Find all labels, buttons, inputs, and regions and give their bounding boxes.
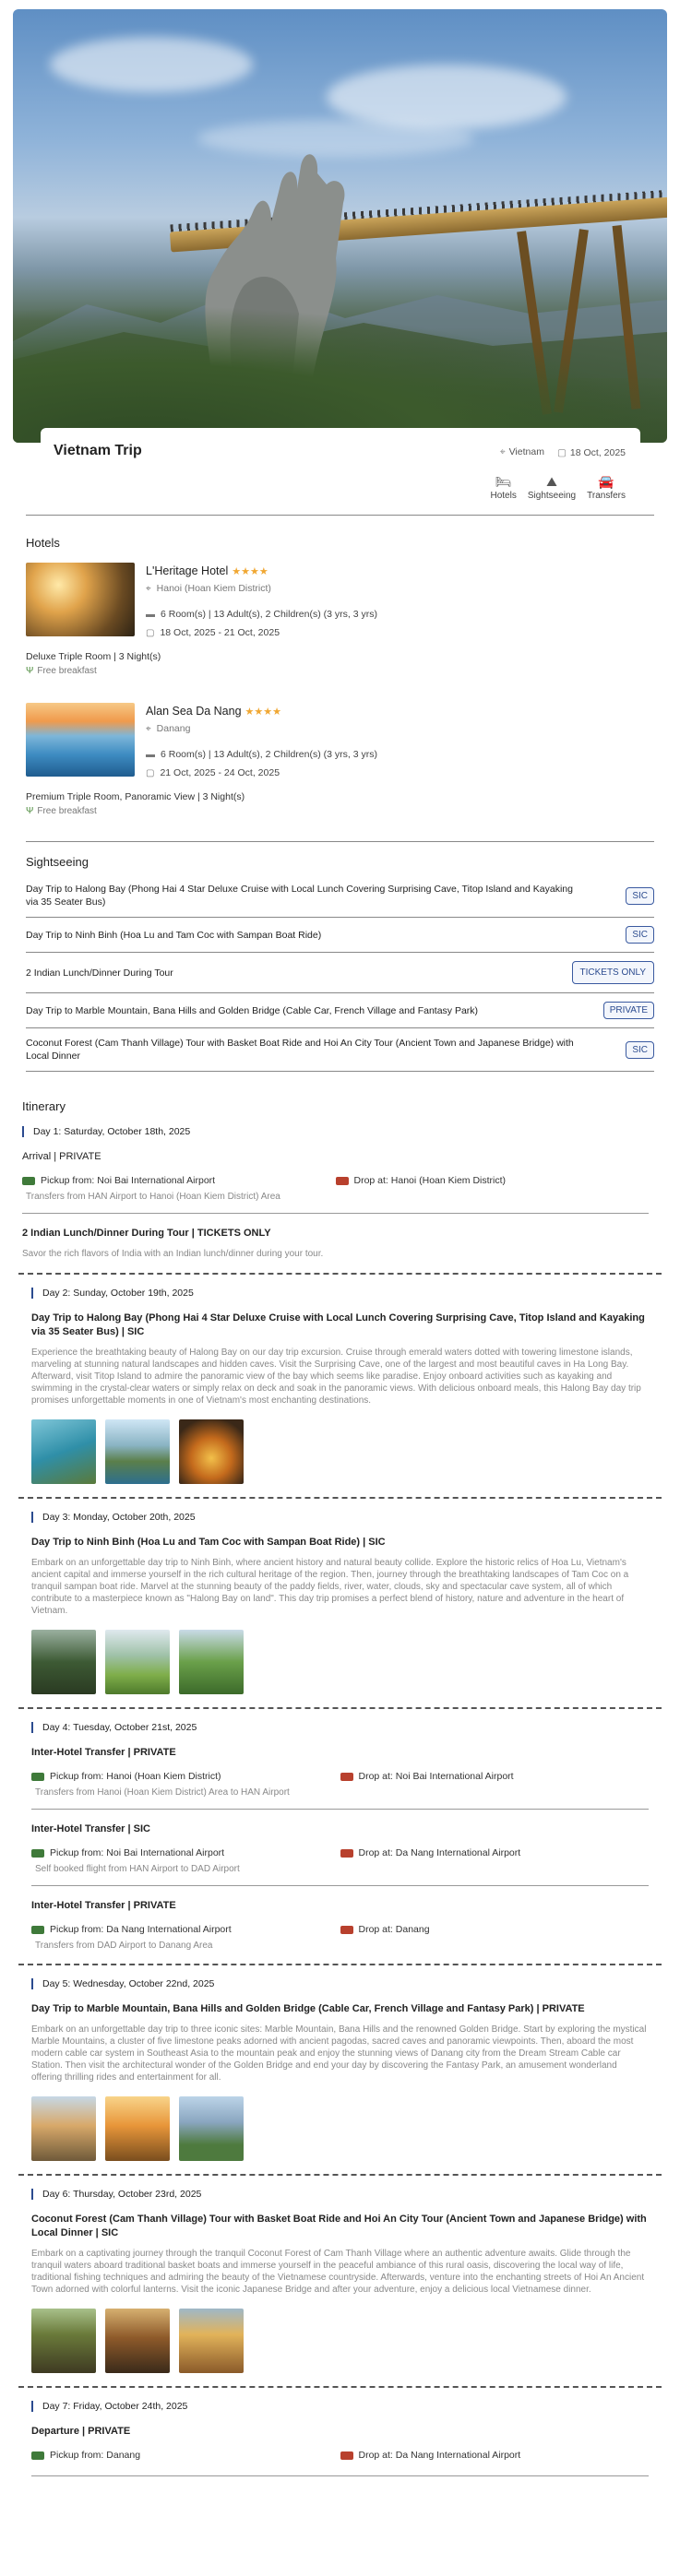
hotel-image bbox=[26, 703, 135, 777]
arrival-title: Arrival | PRIVATE bbox=[22, 1151, 101, 1162]
day-heading: Day 7: Friday, October 24th, 2025 bbox=[31, 2401, 649, 2412]
day-heading: Day 5: Wednesday, October 22nd, 2025 bbox=[31, 1978, 649, 1989]
trip-date: 18 Oct, 2025 bbox=[569, 446, 626, 458]
sightseeing-row bbox=[26, 1028, 654, 1072]
pickup-location: Pickup from: Noi Bai International Airport bbox=[50, 1847, 225, 1858]
map-pin-icon: ⌖ bbox=[499, 446, 506, 457]
activity-title: 2 Indian Lunch/Dinner During Tour | TICKETS ONLY bbox=[22, 1228, 271, 1239]
tab-hotels[interactable]: 🛏 Hotels bbox=[490, 474, 517, 501]
transfer-note: Transfers from HAN Airport to Hanoi (Hoan Kiem District) Area bbox=[26, 1192, 280, 1202]
divider bbox=[31, 2475, 649, 2476]
day-heading: Day 2: Sunday, October 19th, 2025 bbox=[31, 1288, 649, 1299]
trip-meta bbox=[500, 446, 626, 458]
hotel-name[interactable]: L'Heritage Hotel bbox=[146, 564, 229, 577]
activity-title: Coconut Forest (Cam Thanh Village) Tour with Basket Boat Ride and Hoi An City Tour (Ancient Town and Japanese Bridge) with Local Dinner | SIC bbox=[31, 2214, 647, 2238]
day-heading: Day 6: Thursday, October 23rd, 2025 bbox=[31, 2189, 649, 2200]
drop-location: Drop at: Noi Bai International Airport bbox=[358, 1771, 514, 1782]
day-heading: Day 3: Monday, October 20th, 2025 bbox=[31, 1512, 649, 1523]
cutlery-icon: Ψ bbox=[26, 666, 34, 676]
transfer-route bbox=[31, 1924, 649, 1935]
tab-transfers[interactable]: 🚘 Transfers bbox=[587, 474, 626, 501]
day-heading: Day 4: Tuesday, October 21st, 2025 bbox=[31, 1722, 649, 1733]
drop-location: Drop at: Danang bbox=[358, 1924, 430, 1935]
activity-title: Day Trip to Ninh Binh (Hoa Lu and Tam Coc with Sampan Boat Ride) | SIC bbox=[31, 1537, 386, 1548]
sightseeing-name: 2 Indian Lunch/Dinner During Tour bbox=[26, 967, 173, 979]
map-pin-icon: ⌖ bbox=[146, 584, 151, 594]
pickup-location: Pickup from: Da Nang International Airport bbox=[50, 1924, 232, 1935]
car-red-icon bbox=[340, 1926, 353, 1934]
day-section bbox=[31, 1722, 649, 1951]
gallery-image[interactable] bbox=[105, 2096, 170, 2161]
hotel-meal: Free breakfast bbox=[37, 806, 97, 816]
calendar-icon: ▢ bbox=[556, 446, 567, 458]
divider bbox=[22, 1213, 649, 1214]
hotel-dates: 18 Oct, 2025 - 21 Oct, 2025 bbox=[160, 627, 280, 638]
car-red-icon bbox=[340, 2451, 353, 2460]
hotel-room: Premium Triple Room, Panoramic View | 3 Night(s) bbox=[26, 791, 245, 802]
gallery-image[interactable] bbox=[105, 1419, 170, 1484]
trip-tabs bbox=[491, 474, 626, 501]
drop-location: Drop at: Hanoi (Hoan Kiem District) bbox=[353, 1175, 507, 1186]
sightseeing-row bbox=[26, 953, 654, 993]
day-section bbox=[31, 2189, 649, 2373]
sightseeing-icon: ⛰ bbox=[546, 474, 557, 489]
gallery-image[interactable] bbox=[31, 1630, 96, 1694]
day-separator bbox=[18, 1964, 662, 1965]
activity-title: Day Trip to Halong Bay (Phong Hai 4 Star Deluxe Cruise with Local Lunch Covering Surprising Cave, Titop Island and Kayaking via 35 Seater Bus) | SIC bbox=[31, 1312, 645, 1337]
map-pin-icon: ⌖ bbox=[146, 724, 151, 734]
hotel-name[interactable]: Alan Sea Da Nang bbox=[146, 705, 242, 718]
bed-icon: ▬ bbox=[146, 610, 155, 620]
gallery-image[interactable] bbox=[105, 2309, 170, 2373]
sightseeing-heading: Sightseeing bbox=[26, 855, 89, 869]
transfer-route bbox=[31, 2450, 649, 2461]
hero-image bbox=[13, 9, 667, 443]
sightseeing-row bbox=[26, 874, 654, 918]
activity-description: Savor the rich flavors of India with an Indian lunch/dinner during your tour. bbox=[22, 1249, 324, 1259]
service-badge: PRIVATE bbox=[603, 1002, 654, 1019]
gallery-image[interactable] bbox=[31, 1419, 96, 1484]
hotel-card bbox=[26, 703, 654, 832]
transfer-route bbox=[31, 1847, 649, 1858]
car-green-icon bbox=[22, 1177, 35, 1185]
transfer-note: Self booked flight from HAN Airport to DAD Airport bbox=[35, 1864, 240, 1874]
itinerary-heading: Itinerary bbox=[22, 1099, 66, 1113]
day-separator bbox=[18, 1707, 662, 1709]
drop-location: Drop at: Da Nang International Airport bbox=[358, 2450, 521, 2461]
service-badge: SIC bbox=[626, 1041, 654, 1059]
service-badge: SIC bbox=[626, 887, 654, 905]
drop-location: Drop at: Da Nang International Airport bbox=[358, 1847, 521, 1858]
cutlery-icon: Ψ bbox=[26, 806, 34, 816]
hotel-card bbox=[26, 563, 654, 692]
activity-description: Embark on a captivating journey through the tranquil Coconut Forest of Cam Thanh Village where an authentic adventure awaits. Glide through the tranquil waters aboard traditional basket boats and immerse yourself in the peaceful ambiance of this rural oasis, discovering the local way of life, traditional fishing techniques and admiring the beauty of the Vietnamese countryside. Afterwards, venture into the enchanting streets of Hoi An Ancient Town adorned with colorful lanterns. Visit the iconic Japanese Bridge and after your adventure, enjoy a delicious local Vietnamese dinner. bbox=[31, 2249, 645, 2295]
day-section bbox=[31, 2401, 649, 2476]
activity-description: Embark on an unforgettable day trip to Ninh Binh, where ancient history and natural beauty collide. Explore the historic relics of Hoa Lu, Vietnam's ancient capital and immerse yourself in the rich cultural heritage of the region. Then, journey through the breathtaking landscapes of Tam Coc on a tranquil sampan boat ride. Marvel at the stunning beauty of the paddy fields, river, water, clouds, sky and spectacular cave system, all of which contribute to a masterpiece known as "Halong Bay on land". This day trip promises a perfect blend of history, nature and adventure in the heart of Vietnam. bbox=[31, 1558, 629, 1616]
activity-description: Experience the breathtaking beauty of Halong Bay on our day trip excursion. Cruise through emerald waters dotted with towering limestone islands, marveling at stunning natural landscapes and hidden caves. Visit the Surprising Cave, one of the largest and most beautiful caves in Ha Long Bay. Afterward, visit Titop Island to admire the panoramic view of the bay which seems like paradise. Enjoy onboard activities such as kayaking and swimming in the crystal-clear waters or simply relax on deck and soak in the panoramic views. With delicious onboard meals, this Halong Bay day trip promises unforgettable moments in one of Vietnam's most enchanting destinations. bbox=[31, 1347, 641, 1406]
sightseeing-name: Coconut Forest (Cam Thanh Village) Tour with Basket Boat Ride and Hoi An City Tour (Ancient Town and Japanese Bridge) with Local Dinner bbox=[26, 1038, 574, 1062]
hotel-location: Danang bbox=[156, 723, 191, 734]
trip-destination: Vietnam bbox=[508, 446, 544, 457]
transfer-title: Inter-Hotel Transfer | PRIVATE bbox=[31, 1747, 176, 1758]
divider bbox=[31, 1885, 649, 1886]
transfer-title: Inter-Hotel Transfer | SIC bbox=[31, 1823, 150, 1834]
transfer-note: Transfers from DAD Airport to Danang Area bbox=[35, 1941, 213, 1951]
transfer-note: Transfers from Hanoi (Hoan Kiem District) Area to HAN Airport bbox=[35, 1787, 290, 1798]
trip-title: Vietnam Trip bbox=[54, 443, 142, 458]
pickup-location: Pickup from: Danang bbox=[50, 2450, 141, 2461]
trip-title-card bbox=[41, 428, 640, 511]
day-section bbox=[22, 1126, 649, 1260]
transfer-route bbox=[22, 1175, 649, 1186]
transfer-title: Departure | PRIVATE bbox=[31, 2426, 131, 2437]
activity-gallery bbox=[31, 1419, 649, 1484]
car-icon: 🚘 bbox=[598, 474, 614, 489]
day-heading: Day 1: Saturday, October 18th, 2025 bbox=[22, 1126, 649, 1137]
gallery-image[interactable] bbox=[179, 1630, 244, 1694]
activity-gallery bbox=[31, 2309, 649, 2373]
day-section bbox=[31, 1978, 649, 2161]
gallery-image[interactable] bbox=[179, 1419, 244, 1484]
gallery-image[interactable] bbox=[31, 2309, 96, 2373]
star-rating: ★★★★ bbox=[232, 566, 268, 577]
pickup-location: Pickup from: Hanoi (Hoan Kiem District) bbox=[50, 1771, 221, 1782]
calendar-icon: ▢ bbox=[146, 628, 155, 638]
car-green-icon bbox=[31, 1926, 44, 1934]
star-rating: ★★★★ bbox=[245, 706, 281, 718]
service-badge: TICKETS ONLY bbox=[572, 961, 655, 984]
day-separator bbox=[18, 2174, 662, 2176]
day-separator bbox=[18, 1273, 662, 1275]
pickup-location: Pickup from: Noi Bai International Airport bbox=[41, 1175, 216, 1186]
activity-title: Day Trip to Marble Mountain, Bana Hills and Golden Bridge (Cable Car, French Village and Fantasy Park) | PRIVATE bbox=[31, 2003, 585, 2014]
activity-gallery bbox=[31, 1630, 649, 1694]
gallery-image[interactable] bbox=[31, 2096, 96, 2161]
day-section bbox=[31, 1512, 649, 1694]
sightseeing-name: Day Trip to Marble Mountain, Bana Hills and Golden Bridge (Cable Car, French Village and Fantasy Park) bbox=[26, 1004, 479, 1016]
bed-icon: ▬ bbox=[146, 750, 155, 760]
hotel-occupancy: 6 Room(s) | 13 Adult(s), 2 Children(s) (3 yrs, 3 yrs) bbox=[161, 609, 377, 620]
day-separator bbox=[18, 1497, 662, 1499]
car-red-icon bbox=[340, 1849, 353, 1858]
hotel-dates: 21 Oct, 2025 - 24 Oct, 2025 bbox=[160, 767, 280, 778]
gallery-image[interactable] bbox=[179, 2309, 244, 2373]
service-badge: SIC bbox=[626, 926, 654, 944]
sightseeing-name: Day Trip to Halong Bay (Phong Hai 4 Star Deluxe Cruise with Local Lunch Covering Surprising Cave, Titop Island and Kayaking via 35 Seater Bus) bbox=[26, 884, 573, 908]
sightseeing-row bbox=[26, 993, 654, 1028]
activity-description: Embark on an unforgettable day trip to three iconic sites: Marble Mountain, Bana Hills and the renowned Golden Bridge. Start by exploring the mystical Marble Mountains, a cluster of five limestone peaks adorned with ancient pagodas, sacred caves and panoramic viewpoints. Then, aboard the most modern cable car system in Southeast Asia to the mountain peak and enjoy the stunning views of Danang city from the Dream Stream Cable car Station. Then visit the architectural wonder of the Golden Bridge and end your day by discovering the Fantasy Park, an amusement wonderland offering thrilling rides and entertainment for all. bbox=[31, 2024, 647, 2083]
page bbox=[0, 9, 680, 2495]
bed-icon: 🛏 bbox=[495, 474, 512, 489]
sightseeing-name: Day Trip to Ninh Binh (Hoa Lu and Tam Coc with Sampan Boat Ride) bbox=[26, 929, 322, 941]
car-red-icon bbox=[340, 1773, 353, 1781]
gallery-image[interactable] bbox=[105, 1630, 170, 1694]
hotel-meal: Free breakfast bbox=[37, 666, 97, 676]
day-separator bbox=[18, 2386, 662, 2388]
hotel-occupancy: 6 Room(s) | 13 Adult(s), 2 Children(s) (3 yrs, 3 yrs) bbox=[161, 749, 377, 760]
gallery-image[interactable] bbox=[179, 2096, 244, 2161]
sightseeing-row bbox=[26, 918, 654, 953]
hotel-image bbox=[26, 563, 135, 636]
transfer-title: Inter-Hotel Transfer | PRIVATE bbox=[31, 1900, 176, 1911]
transfer-route bbox=[31, 1771, 649, 1782]
tab-sightseeing[interactable]: ⛰ Sightseeing bbox=[527, 474, 577, 501]
day-section bbox=[31, 1288, 649, 1484]
hotels-heading: Hotels bbox=[26, 536, 60, 550]
car-red-icon bbox=[336, 1177, 349, 1185]
car-green-icon bbox=[31, 1773, 44, 1781]
divider bbox=[31, 1809, 649, 1810]
hotel-room: Deluxe Triple Room | 3 Night(s) bbox=[26, 651, 161, 662]
hotel-location: Hanoi (Hoan Kiem District) bbox=[156, 583, 271, 594]
car-green-icon bbox=[31, 2451, 44, 2460]
calendar-icon: ▢ bbox=[146, 768, 155, 778]
activity-gallery bbox=[31, 2096, 649, 2161]
car-green-icon bbox=[31, 1849, 44, 1858]
